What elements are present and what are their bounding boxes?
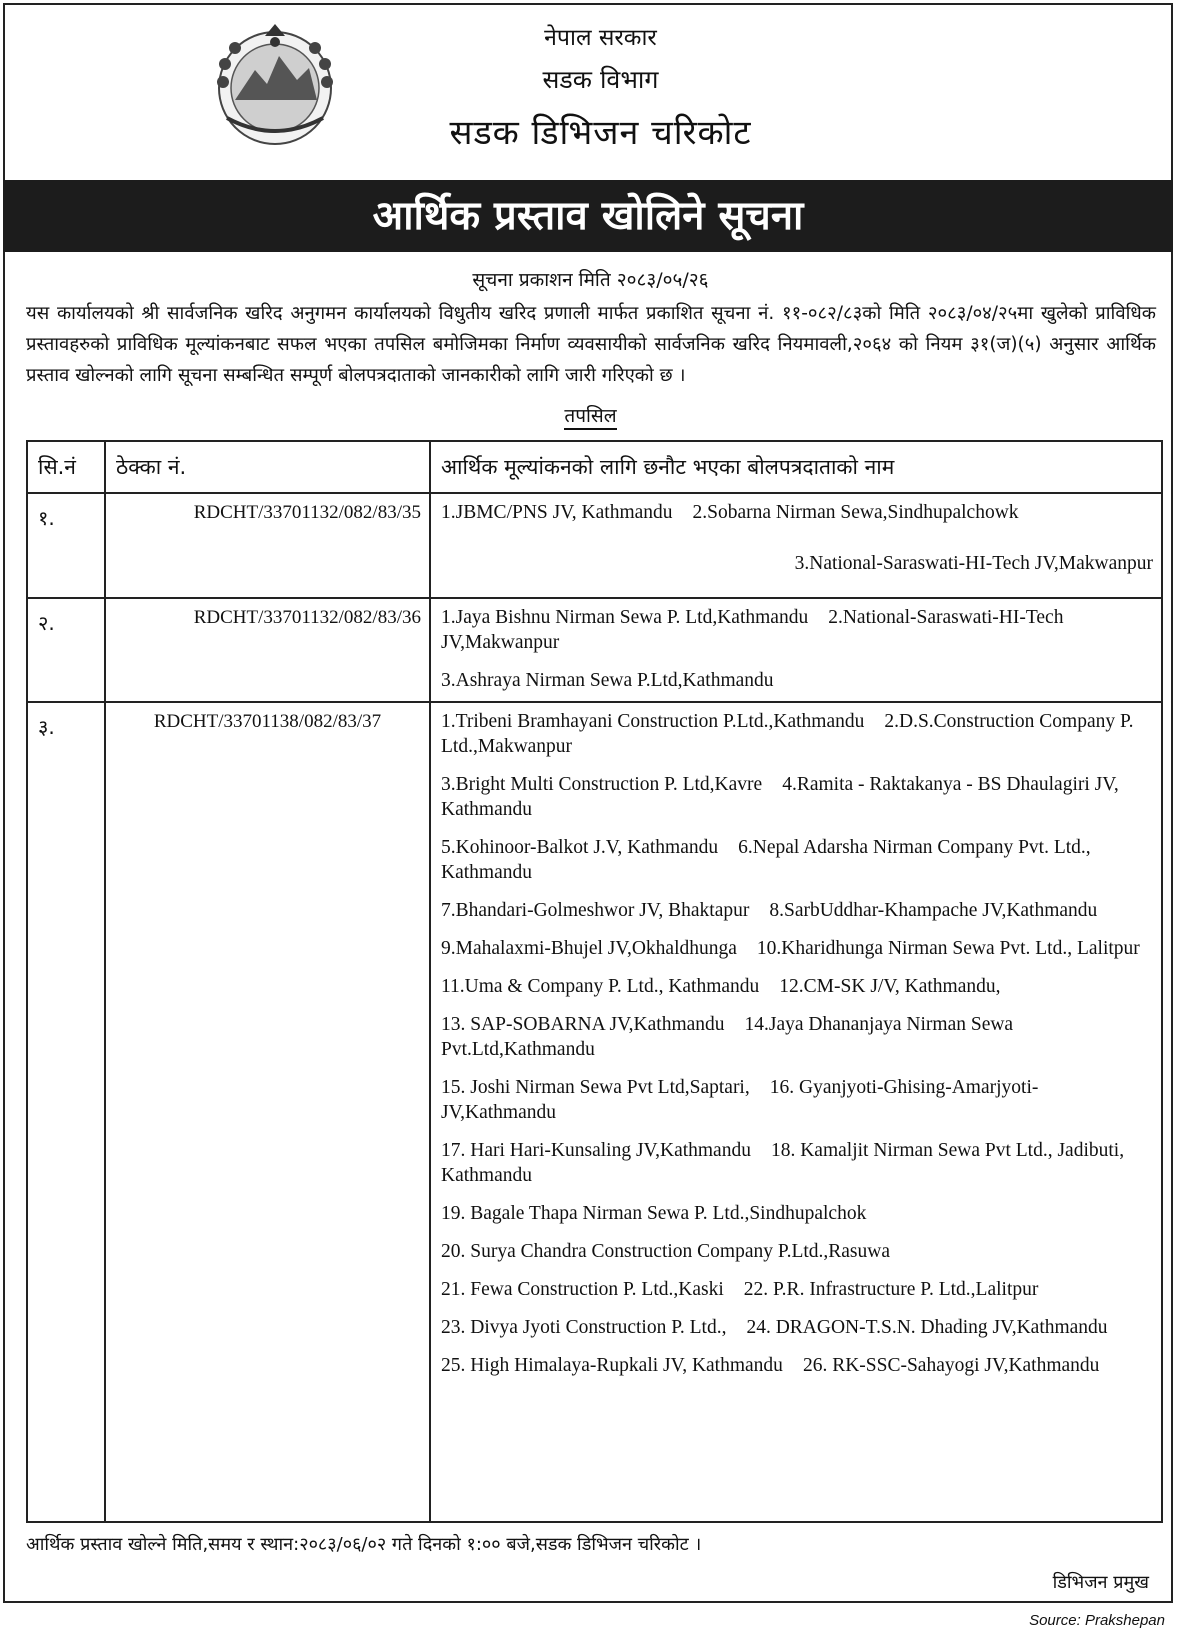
- firm-item: 5.Kohinoor-Balkot J.V, Kathmandu: [441, 837, 719, 858]
- firm-item: 3.Ashraya Nirman Sewa P.Ltd,Kathmandu: [441, 670, 774, 691]
- header-bidders: आर्थिक मूल्यांकनको लागि छनौट भएका बोलपत्रदाताको नाम: [430, 441, 1162, 493]
- firm-item: 3.National-Saraswati-HI-Tech JV,Makwanpur: [794, 553, 1153, 574]
- firm-item: 23. Divya Jyoti Construction P. Ltd.,: [441, 1317, 727, 1338]
- firm-item: 12.CM-SK J/V, Kathmandu,: [779, 976, 1001, 997]
- firm-item: 1.JBMC/PNS JV, Kathmandu: [441, 502, 673, 523]
- firm-item: 18. Kamaljit Nirman Sewa Pvt Ltd., Jadibuti, Kathmandu: [441, 1140, 1125, 1186]
- firm-group: [441, 835, 1153, 885]
- firm-item: 2.D.S.Construction Company P. Ltd.,Makwanpur: [441, 711, 1134, 757]
- firm-item: 25. High Himalaya-Rupkali JV, Kathmandu: [441, 1355, 783, 1376]
- opening-date-note: आर्थिक प्रस्ताव खोल्ने मिति,समय र स्थान:२०८३/०६/०२ गते दिनको १:०० बजे,सडक डिभिजन चरिकोट ।: [26, 1534, 702, 1555]
- firm-item: 3.Bright Multi Construction P. Ltd,Kavre: [441, 774, 763, 795]
- firm-item: 15. Joshi Nirman Sewa Pvt Ltd,Saptari,: [441, 1077, 750, 1098]
- schedule-heading-text: तपसिल: [564, 405, 616, 430]
- firm-item: 10.Kharidhunga Nirman Sewa Pvt. Ltd., Lalitpur: [756, 938, 1140, 959]
- notice-title-banner: आर्थिक प्रस्ताव खोलिने सूचना: [3, 180, 1173, 252]
- firm-item: 20. Surya Chandra Construction Company P.Ltd.,Rasuwa: [441, 1241, 891, 1262]
- firm-item: 22. P.R. Infrastructure P. Ltd.,Lalitpur: [743, 1279, 1039, 1300]
- firm-item: 11.Uma & Company P. Ltd., Kathmandu: [441, 976, 760, 997]
- firm-item: 24. DRAGON-T.S.N. Dhading JV,Kathmandu: [746, 1317, 1108, 1338]
- firm-group: [441, 936, 1153, 961]
- table-row: [27, 598, 1162, 702]
- row-serial: २.: [27, 598, 105, 702]
- table-header-row: [27, 441, 1162, 493]
- firm-group: [441, 709, 1153, 759]
- firm-group: [441, 1277, 1153, 1302]
- header-department: सडक विभाग: [542, 65, 659, 94]
- source-credit: Source: Prakshepan: [1029, 1612, 1165, 1629]
- table-row: [27, 702, 1162, 1522]
- firm-item: 2.National-Saraswati-HI-Tech JV,Makwanpur: [441, 607, 1064, 653]
- row-contract: RDCHT/33701132/082/83/35: [105, 493, 430, 598]
- row-firms: [430, 598, 1162, 702]
- firm-group: [441, 898, 1153, 923]
- row-contract: RDCHT/33701132/082/83/36: [105, 598, 430, 702]
- firm-item: 8.SarbUddhar-Khampache JV,Kathmandu: [769, 900, 1098, 921]
- firm-item: 1.Jaya Bishnu Nirman Sewa P. Ltd,Kathmandu: [441, 607, 809, 628]
- row-firms: [430, 702, 1162, 1522]
- firm-item: 26. RK-SSC-Sahayogi JV,Kathmandu: [802, 1355, 1100, 1376]
- firm-group: [441, 1353, 1153, 1378]
- firm-item: 14.Jaya Dhananjaya Nirman Sewa Pvt.Ltd,Kathmandu: [441, 1014, 1014, 1060]
- table-row: [27, 493, 1162, 598]
- header-division: सडक डिभिजन चरिकोट: [449, 113, 752, 153]
- row-serial: ३.: [27, 702, 105, 1522]
- firm-item: 19. Bagale Thapa Nirman Sewa P. Ltd.,Sindhupalchok: [441, 1203, 867, 1224]
- firm-item: 13. SAP-SOBARNA JV,Kathmandu: [441, 1014, 725, 1035]
- row-firms: [430, 493, 1162, 598]
- header-government: नेपाल सरकार: [544, 25, 657, 51]
- firm-item: 4.Ramita - Raktakanya - BS Dhaulagiri JV, Kathmandu: [441, 774, 1119, 820]
- firm-group: [441, 1075, 1153, 1125]
- row-serial: १.: [27, 493, 105, 598]
- firm-item: 1.Tribeni Bramhayani Construction P.Ltd.,Kathmandu: [441, 711, 865, 732]
- firm-item: 21. Fewa Construction P. Ltd.,Kaski: [441, 1279, 724, 1300]
- schedule-heading: [0, 402, 1181, 428]
- row-contract: RDCHT/33701138/082/83/37: [105, 702, 430, 1522]
- publish-date: सूचना प्रकाशन मिति २०८३/०५/२६: [472, 269, 709, 291]
- bidder-table: [26, 440, 1163, 1523]
- firm-group: [441, 974, 1153, 999]
- firm-item: 17. Hari Hari-Kunsaling JV,Kathmandu: [441, 1140, 751, 1161]
- firm-group: [441, 772, 1153, 822]
- firm-group: [441, 1012, 1153, 1062]
- firm-item: 7.Bhandari-Golmeshwor JV, Bhaktapur: [441, 900, 750, 921]
- firm-item: 6.Nepal Adarsha Nirman Company Pvt. Ltd., Kathmandu: [441, 837, 1091, 883]
- firm-item: 16. Gyanjyoti-Ghising-Amarjyoti-JV,Kathmandu: [441, 1077, 1039, 1123]
- signatory: डिभिजन प्रमुख: [1052, 1572, 1149, 1593]
- header-contract: ठेक्का नं.: [105, 441, 430, 493]
- firm-item: 9.Mahalaxmi-Bhujel JV,Okhaldhunga: [441, 938, 737, 959]
- firm-group: [441, 500, 1153, 525]
- firm-group: [441, 1138, 1153, 1188]
- firm-group: [441, 605, 1153, 655]
- firm-item: 2.Sobarna Nirman Sewa,Sindhupalchowk: [692, 502, 1019, 523]
- intro-paragraph: यस कार्यालयको श्री सार्वजनिक खरिद अनुगमन कार्यालयको विधुतीय खरिद प्रणाली मार्फत प्रकाशित सूचना नं. ११-०८२/८३को मिति २०८३/०४/२५मा खुलेको प्राविधिक प्रस्तावहरुको प्राविधिक मूल्यांकनबाट सफल भएका तपसिल बमोजिमका निर्माण व्यवसायीको सार्वजनिक खरिद नियमावली,२०६४ को नियम ३१(ज)(५) अनुसार आर्थिक प्रस्ताव खोल्नको लागि सूचना सम्बन्धित सम्पूर्ण बोलपत्रदाताको जानकारीको लागि जारी गरिएको छ ।: [26, 303, 1156, 386]
- firm-group: [441, 1315, 1153, 1340]
- header-serial: सि.नं: [27, 441, 105, 493]
